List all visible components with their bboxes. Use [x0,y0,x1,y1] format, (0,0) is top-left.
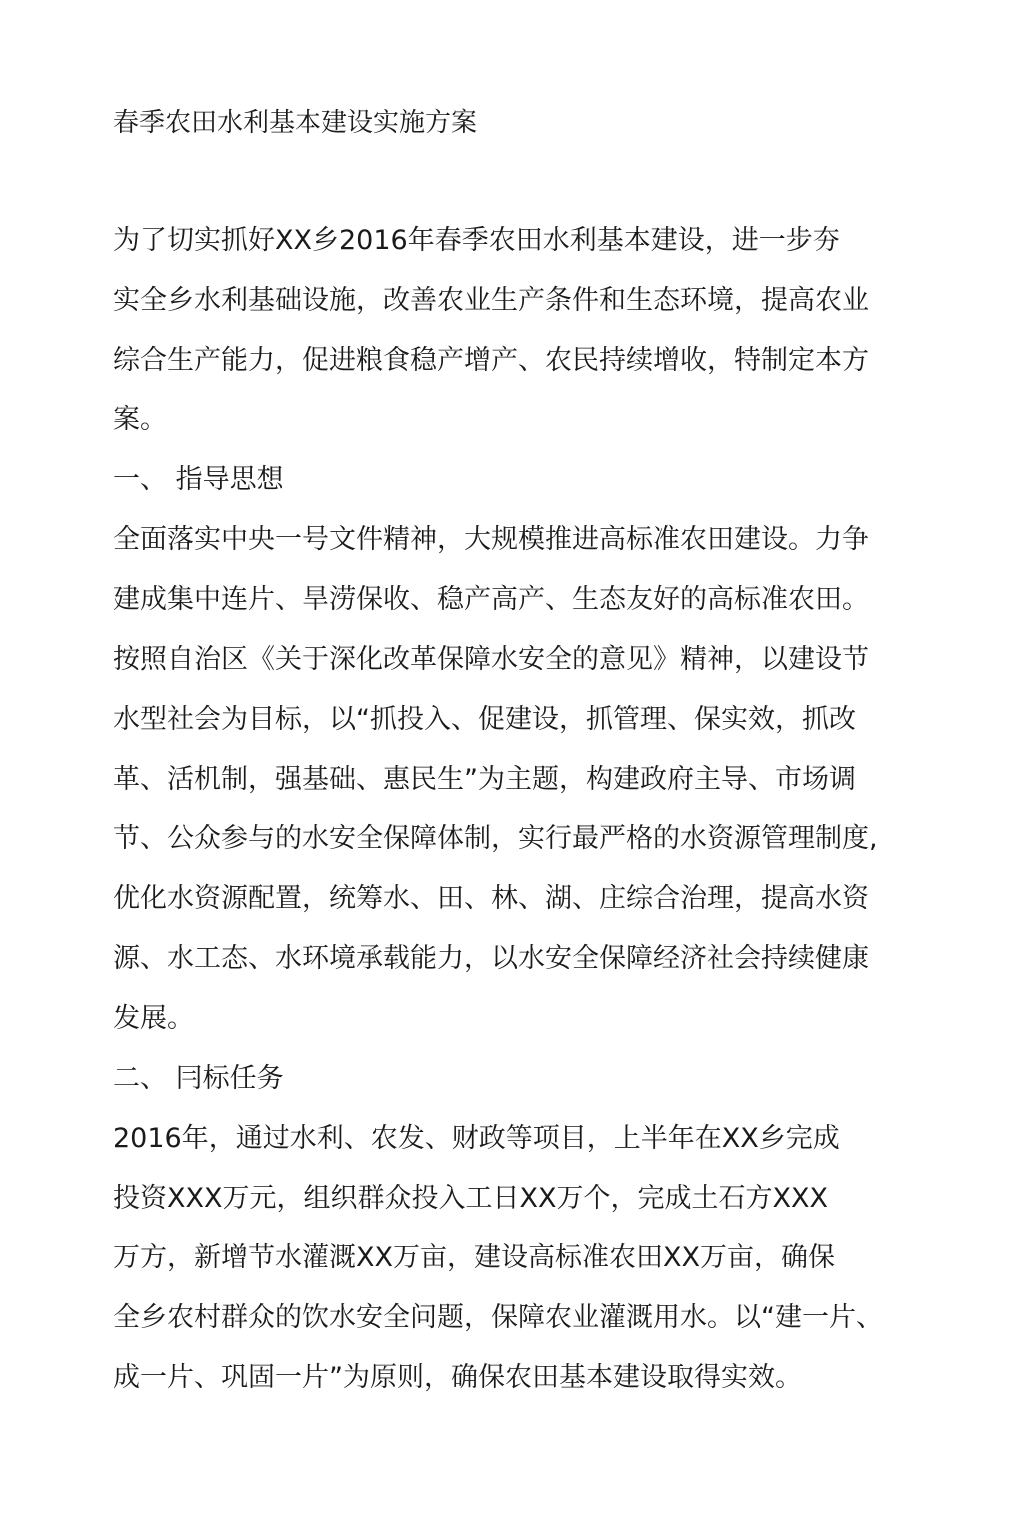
paragraph-line: 综合生产能力，促进粮食稳产增产、农民持续增收，特制定本方 [113,345,869,376]
paragraph-line: 投资XXX万元，组织群众投入工日XX万个，完成土石方XXX [113,1183,828,1214]
paragraph-line: 节、公众参与的水安全保障体制，实行最严格的水资源管理制度, [113,823,878,854]
paragraph-line: 成一片、巩固一片”为原则，确保农田基本建设取得实效。 [113,1362,802,1393]
section-heading: 二、 冃标任务 [113,1063,284,1094]
paragraph-line: 案。 [113,404,167,435]
paragraph-line: 2016年，通过水利、农发、财政等项目，上半年在XX乡完成 [113,1123,840,1154]
paragraph-line: 建成集中连片、旱涝保收、稳产高产、生态友好的高标准农田。 [113,584,869,615]
paragraph-line: 源、水工态、水环境承载能力，以水安全保障经济社会持续健康 [113,943,869,974]
paragraph-line: 水型社会为目标，以“抓投入、促建设，抓管理、保实效，抓改 [113,704,856,735]
paragraph-line: 全乡农村群众的饮水安全问题，保障农业灌溉用水。以“建一片、 [113,1302,883,1333]
paragraph-line: 按照自治区《关于深化改革保障水安全的意见》精神，以建设节 [113,644,869,675]
paragraph-line: 发展。 [113,1003,194,1034]
paragraph-line: 优化水资源配置，统筹水、田、林、湖、庄综合治理，提高水资 [113,883,869,914]
paragraph-line: 实全乡水利基础设施，改善农业生产条件和生态环境，提高农业 [113,285,869,316]
paragraph-line: 革、活机制，强基础、惠民生”为主题，构建政府主导、市场调 [113,764,856,795]
paragraph-line: 万方，新增节水灌溉XX万亩，建设高标准农田XX万亩，确保 [113,1242,835,1273]
paragraph-line: 全面落实中央一号文件精神，大规模推进高标准农田建设。力争 [113,524,869,555]
paragraph-line: 为了切实抓好XX乡2016年春季农田水利基本建设，进一步夯 [113,225,840,256]
document-title: 春季农田水利基本建设实施方案 [113,108,478,138]
section-heading: 一、 指导思想 [113,464,284,495]
